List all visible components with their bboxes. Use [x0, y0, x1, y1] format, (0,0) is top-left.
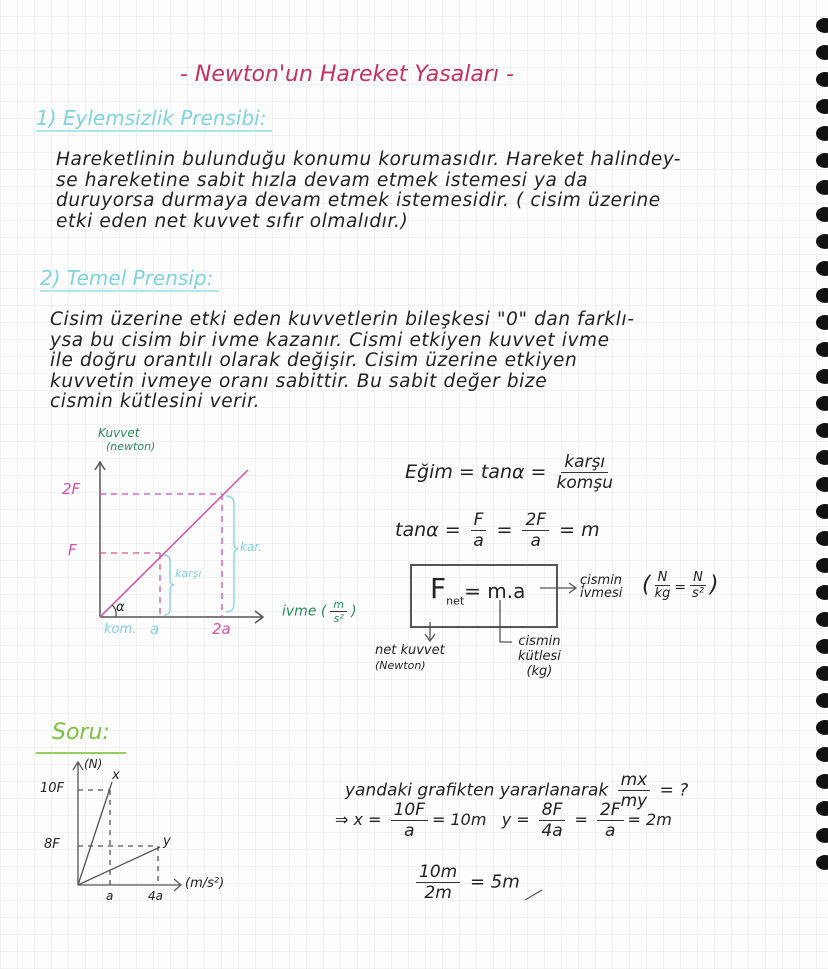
num: mx [618, 770, 651, 791]
text-line: duruyorsa durmaya devam etmek istemesidir. ( cisim üzerine [56, 190, 661, 211]
binding-hole [816, 558, 828, 573]
kutle-label [518, 634, 561, 679]
section2-heading: 2) Temel Prensip: [40, 266, 219, 292]
fraction [471, 510, 487, 551]
text-line: se hareketine sabit hızla devam etmek istemesi ya da [56, 169, 589, 191]
binding-hole [816, 396, 828, 411]
net-kuvvet-label [375, 643, 445, 673]
text-line: Hareketlinin bulunduğu konumu korumasıdır. Hareket halindey- [56, 149, 681, 170]
tick-8f: 8F [44, 837, 60, 852]
graph1-x-label: ivme ( $\frac{m}{\text{s²}}$ ) [282, 598, 357, 625]
net-subscript: net [446, 594, 465, 608]
f-symbol: F [430, 572, 447, 605]
num: N [690, 570, 706, 586]
line: kütlesi [518, 649, 561, 664]
kar-label: kar. [240, 540, 262, 554]
text-line: etki eden net kuvvet sıfır olmalıdır.) [56, 210, 409, 232]
binding-hole [816, 477, 828, 492]
tick-4a: 4a [148, 889, 163, 903]
num: 8F [539, 800, 566, 821]
rhs: = m.a [464, 579, 526, 603]
den: a [473, 531, 484, 551]
fnet-formula [430, 572, 525, 608]
num: 2F [522, 510, 549, 531]
line: çismin [580, 573, 623, 588]
solution-line: ⇒ x = $\frac{10F}{a}$ = 10m y = $\frac{8F}{4a}$ = $\frac{2F}{a}$ = 2m [335, 800, 672, 841]
lhs: Eğim = tanα = [405, 461, 547, 483]
prompt-end: = ? [659, 780, 689, 801]
divider [36, 752, 126, 754]
binding-hole [816, 369, 828, 384]
tick-a: a [150, 620, 160, 638]
line: cismin [518, 634, 561, 649]
den: my [620, 791, 648, 811]
line: net kuvvet [375, 643, 445, 658]
fraction [690, 570, 706, 601]
binding-hole [816, 639, 828, 654]
den: s² [333, 612, 344, 625]
binding-hole [816, 693, 828, 708]
den: a [605, 821, 616, 841]
tan-equation: tanα = $\frac{F}{a}$ = $\frac{2F}{a}$ = m [395, 510, 600, 551]
den: s² [691, 586, 704, 601]
graph1-y-unit: (newton) [106, 440, 156, 453]
binding-hole [816, 666, 828, 681]
tick-f: F [68, 541, 77, 559]
egim-equation [405, 452, 617, 493]
y-lhs: y = [501, 810, 530, 829]
binding-hole [816, 207, 828, 222]
final-answer [412, 862, 520, 903]
alpha-label: α [116, 600, 125, 615]
binding-hole [816, 585, 828, 600]
tick-a: a [106, 889, 114, 903]
binding-hole [816, 45, 828, 60]
rhs: = m [559, 519, 600, 541]
line-y [78, 847, 160, 885]
line: (kg) [526, 664, 553, 679]
ivme-unit: ( $\frac{N}{kg}$ = $\frac{N}{\text{s²}}$ ) [642, 570, 719, 601]
fraction [416, 862, 460, 903]
x-lhs: x = [353, 810, 382, 829]
answer-check-mark [525, 890, 542, 900]
rhs: = 5m [469, 871, 520, 893]
num: 10F [391, 800, 428, 821]
question-graph [73, 762, 181, 891]
implies-icon: ⇒ [335, 810, 349, 829]
text-line: ile doğru orantılı olarak değişir. Cisim üzerine etkiyen [50, 350, 578, 371]
fraction [557, 452, 613, 493]
text-line: kuvvetin ivmeye oranı sabittir. Bu sabit değer bize [50, 370, 548, 392]
text-line: Cisim üzerine etki eden kuvvetlerin bileşkesi "0" dan farklı- [50, 309, 635, 330]
binding-hole [816, 234, 828, 249]
binding-hole [816, 423, 828, 438]
num: karşı [561, 452, 608, 473]
num: N [655, 570, 671, 586]
tick-2f: 2F [62, 480, 81, 498]
fraction [655, 570, 671, 601]
binding-hole [816, 720, 828, 735]
text-line: cismin kütlesini verir. [50, 391, 261, 412]
binding-hole [816, 261, 828, 276]
graph1-y-label: Kuvvet [98, 426, 140, 440]
binding-hole [816, 99, 828, 114]
binding-hole [816, 612, 828, 627]
den: kg [654, 586, 671, 601]
num: 10m [416, 862, 460, 883]
ivme-label [580, 574, 622, 600]
binding-hole [816, 801, 828, 816]
text-line: ysa bu cisim bir ivme kazanır. Cismi etkiyen kuvvet ivme [50, 329, 610, 351]
lhs: tanα = [395, 519, 461, 541]
fraction [539, 800, 566, 841]
num: 2F [597, 800, 624, 821]
binding-hole [816, 18, 828, 33]
kar-brace [226, 496, 238, 612]
binding-hole [816, 126, 828, 141]
q-graph-x-label: (m/s²) [185, 876, 225, 891]
binding-hole [816, 531, 828, 546]
binding-hole [816, 72, 828, 87]
binding-hole [816, 153, 828, 168]
den: a [530, 531, 541, 551]
binding-hole [816, 180, 828, 195]
question-heading: Soru: [52, 720, 110, 745]
line: (Newton) [375, 659, 426, 672]
x-label-text: ivme [282, 603, 317, 620]
den: a [404, 821, 415, 841]
prompt-text: yandaki grafikten yararlanarak [345, 780, 609, 801]
force-line [100, 470, 248, 617]
y-rhs: = 2m [627, 810, 672, 829]
fraction [391, 800, 428, 841]
line-y-label: y [163, 834, 171, 849]
karsi-label: karşı [175, 567, 202, 580]
tick-10f: 10F [40, 781, 65, 796]
x-unit [330, 598, 347, 625]
fraction [597, 800, 624, 841]
fraction [522, 510, 549, 551]
section1-heading: 1) Eylemsizlik Prensibi: [36, 106, 272, 132]
den: komşu [556, 473, 613, 493]
line: ivmesi [580, 586, 623, 601]
line-x-label: x [112, 768, 120, 783]
num: m [330, 598, 347, 612]
den: 4a [541, 821, 563, 841]
tick-2a: 2a [212, 620, 231, 638]
q-graph-y-label: (N) [84, 757, 103, 771]
line-x [78, 782, 112, 885]
num: F [471, 510, 487, 531]
binding-hole [816, 450, 828, 465]
x-rhs: = 10m [431, 810, 487, 829]
binding-hole [816, 288, 828, 303]
binding-hole [816, 828, 828, 843]
den: 2m [424, 883, 452, 903]
binding-hole [816, 315, 828, 330]
komsu-label: kom. [104, 622, 137, 637]
binding-hole [816, 342, 828, 357]
page-title: - Newton'un Hareket Yasaları - [180, 62, 514, 87]
binding-hole [816, 855, 828, 870]
binding-hole [816, 747, 828, 762]
karsi-brace [164, 555, 174, 615]
binding-hole [816, 504, 828, 519]
binding-hole [816, 774, 828, 789]
